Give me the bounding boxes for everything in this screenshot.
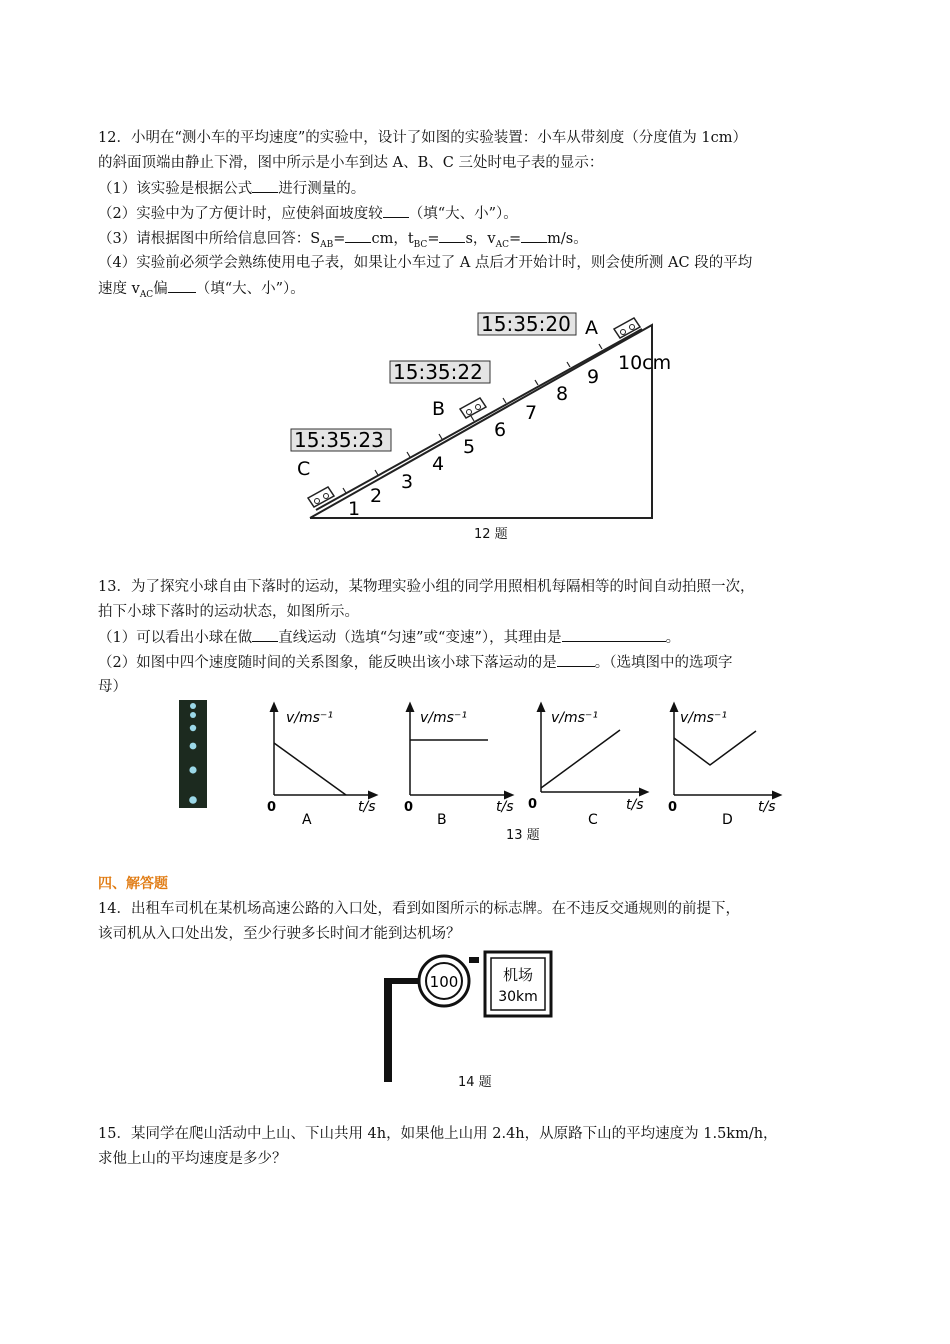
- sign-pole: [384, 978, 392, 1082]
- ball-image: [190, 725, 196, 731]
- q12-part-3-text-e: s，v: [465, 231, 496, 247]
- graph-a-ylabel: v/ms⁻¹: [286, 710, 333, 726]
- falling-ball-photo: [179, 700, 207, 808]
- clock-c-time: 15:35:23: [294, 428, 384, 452]
- subscript-ab: AB: [320, 239, 334, 250]
- scale-6: 6: [494, 419, 507, 441]
- q12-part-4-text-b: 偏: [153, 281, 168, 297]
- q12-part-3-text-g: m/s。: [547, 231, 588, 247]
- q12-line-1: 12．小明在“测小车的平均速度”的实验中，设计了如图的实验装置：小车从带刻度（分度值为 1cm）: [98, 130, 747, 146]
- q12-part-1-text-a: （1）该实验是根据公式: [98, 181, 253, 197]
- ball-image: [189, 766, 196, 773]
- equals: =: [427, 231, 440, 247]
- incline-scale-line: [316, 329, 642, 510]
- graph-a-origin: 0: [267, 800, 277, 815]
- q12-part-2-text-a: （2）实验中为了方便计时，应使斜面坡度较: [98, 206, 383, 222]
- sign-arm: [384, 978, 420, 984]
- answer-blank[interactable]: [521, 228, 547, 243]
- graph-b: [404, 706, 514, 828]
- q12-part-3: [98, 228, 588, 255]
- q12-part-1-text-b: 进行测量的。: [278, 181, 366, 197]
- q13-part-2-line-2: 母）: [98, 679, 127, 695]
- graph-b-origin: 0: [404, 800, 414, 815]
- graph-d: [668, 706, 778, 828]
- q13-part-1-text-c: 。: [665, 630, 681, 646]
- answer-blank[interactable]: [383, 203, 409, 218]
- graph-b-ylabel: v/ms⁻¹: [420, 710, 467, 726]
- incline-figure: [280, 305, 680, 525]
- scale-8: 8: [556, 383, 569, 405]
- graph-a-line: [274, 743, 346, 795]
- ball-image: [190, 703, 196, 709]
- q12-part-3-text-c: cm，t: [371, 231, 414, 247]
- q12-part-4-text-a: 速度 v: [98, 281, 140, 297]
- equals: =: [333, 231, 346, 247]
- scale-9: 9: [587, 366, 600, 388]
- subscript-bc: BC: [413, 239, 428, 250]
- scale-7: 7: [525, 402, 538, 424]
- answer-blank[interactable]: [345, 228, 371, 243]
- scale-3: 3: [401, 471, 414, 493]
- graph-c-line: [541, 730, 620, 788]
- graph-d-xlabel: t/s: [758, 799, 776, 815]
- graph-c-origin: 0: [528, 797, 538, 812]
- q12-part-4-text-c: （填“大、小”）。: [195, 281, 305, 297]
- graph-c-xlabel: t/s: [626, 797, 644, 813]
- graph-b-label: B: [437, 812, 447, 828]
- q12-part-2: [98, 203, 518, 224]
- label-b: B: [432, 398, 446, 420]
- figure-13-caption: 13 题: [506, 828, 540, 843]
- scale-4: 4: [432, 453, 445, 475]
- q15-line-1: 15．某同学在爬山活动中上山、下山共用 4h，如果他上山用 2.4h，从原路下山的平均速度为 1.5km/h，: [98, 1126, 778, 1142]
- graph-c-ylabel: v/ms⁻¹: [551, 710, 598, 726]
- q13-part-1-text-a: （1）可以看出小球在做: [98, 630, 253, 646]
- incline-triangle: [310, 325, 652, 518]
- scale-1: 1: [348, 498, 361, 520]
- q12-part-1: [98, 178, 365, 199]
- answer-blank[interactable]: [439, 228, 465, 243]
- scale-2: 2: [370, 485, 383, 507]
- label-a: A: [585, 317, 598, 339]
- distance-sign-place: 机场: [502, 966, 534, 984]
- graph-a-label: A: [302, 812, 312, 828]
- figure-14-caption: 14 题: [458, 1075, 492, 1090]
- q13-part-2-text-a: （2）如图中四个速度随时间的关系图象，能反映出该小球下落运动的是: [98, 655, 557, 671]
- sign-connector: [469, 957, 479, 963]
- q12-part-3-text-a: （3）请根据图中所给信息回答：S: [98, 231, 321, 247]
- q12-part-4-line-2: [98, 278, 305, 305]
- graph-c-label: C: [588, 812, 598, 828]
- graph-d-line: [674, 731, 756, 765]
- ball-image: [190, 712, 196, 718]
- scale-10cm: 10cm: [618, 352, 672, 374]
- q12-line-2: 的斜面顶端由静止下滑，图中所示是小车到达 A、B、C 三处时电子表的显示：: [98, 155, 604, 171]
- graph-d-ylabel: v/ms⁻¹: [680, 710, 727, 726]
- distance-sign-distance: 30km: [498, 989, 538, 1005]
- graph-d-origin: 0: [668, 800, 678, 815]
- subscript-ac: AC: [139, 289, 154, 300]
- answer-blank[interactable]: [168, 278, 196, 293]
- answer-blank[interactable]: [562, 627, 666, 642]
- q12-part-4-line-1: （4）实验前必须学会熟练使用电子表，如果让小车过了 A 点后才开始计时，则会使所测 AC 段的平均: [98, 255, 753, 271]
- cart-c: [308, 487, 334, 507]
- answer-blank[interactable]: [557, 652, 595, 667]
- subscript-ac: AC: [495, 239, 510, 250]
- graph-c: [528, 706, 645, 828]
- q13-part-1: [98, 627, 680, 648]
- scale-5: 5: [463, 436, 476, 458]
- q13-line-1: 13．为了探究小球自由下落时的运动，某物理实验小组的同学用照相机每隔相等的时间自动拍照一次，: [98, 579, 755, 595]
- q14-line-1: 14．出租车司机在某机场高速公路的入口处，看到如图所示的标志牌。在不违反交通规则的前提下，: [98, 901, 740, 917]
- road-sign-figure: [380, 950, 570, 1085]
- q12-part-2-text-b: （填“大、小”）。: [408, 206, 518, 222]
- equals: =: [509, 231, 522, 247]
- graph-a-xlabel: t/s: [358, 799, 376, 815]
- label-c: C: [297, 458, 311, 480]
- q13-line-2: 拍下小球下落时的运动状态，如图所示。: [98, 604, 359, 620]
- graph-d-label: D: [722, 812, 733, 828]
- ball-image: [190, 743, 197, 750]
- cart-b: [460, 398, 486, 418]
- q13-part-2-text-b: 。（选填图中的选项字: [594, 655, 733, 671]
- speed-limit-value: 100: [429, 973, 459, 991]
- figure-12-caption: 12 题: [474, 527, 508, 542]
- vt-graphs: [260, 700, 790, 830]
- q13-part-2: [98, 652, 732, 673]
- clock-a-time: 15:35:20: [481, 312, 571, 336]
- section-heading: 四、解答题: [98, 876, 168, 892]
- ball-image: [189, 796, 197, 804]
- answer-blank[interactable]: [252, 178, 278, 193]
- q14-line-2: 该司机从入口处出发，至少行驶多长时间才能到达机场？: [98, 926, 461, 942]
- answer-blank[interactable]: [252, 627, 278, 642]
- clock-b-time: 15:35:22: [393, 360, 483, 384]
- graph-b-xlabel: t/s: [496, 799, 514, 815]
- graph-a: [267, 706, 376, 828]
- q15-line-2: 求他上山的平均速度是多少？: [98, 1151, 287, 1167]
- q13-part-1-text-b: 直线运动（选填“匀速”或“变速”），其理由是: [278, 630, 562, 646]
